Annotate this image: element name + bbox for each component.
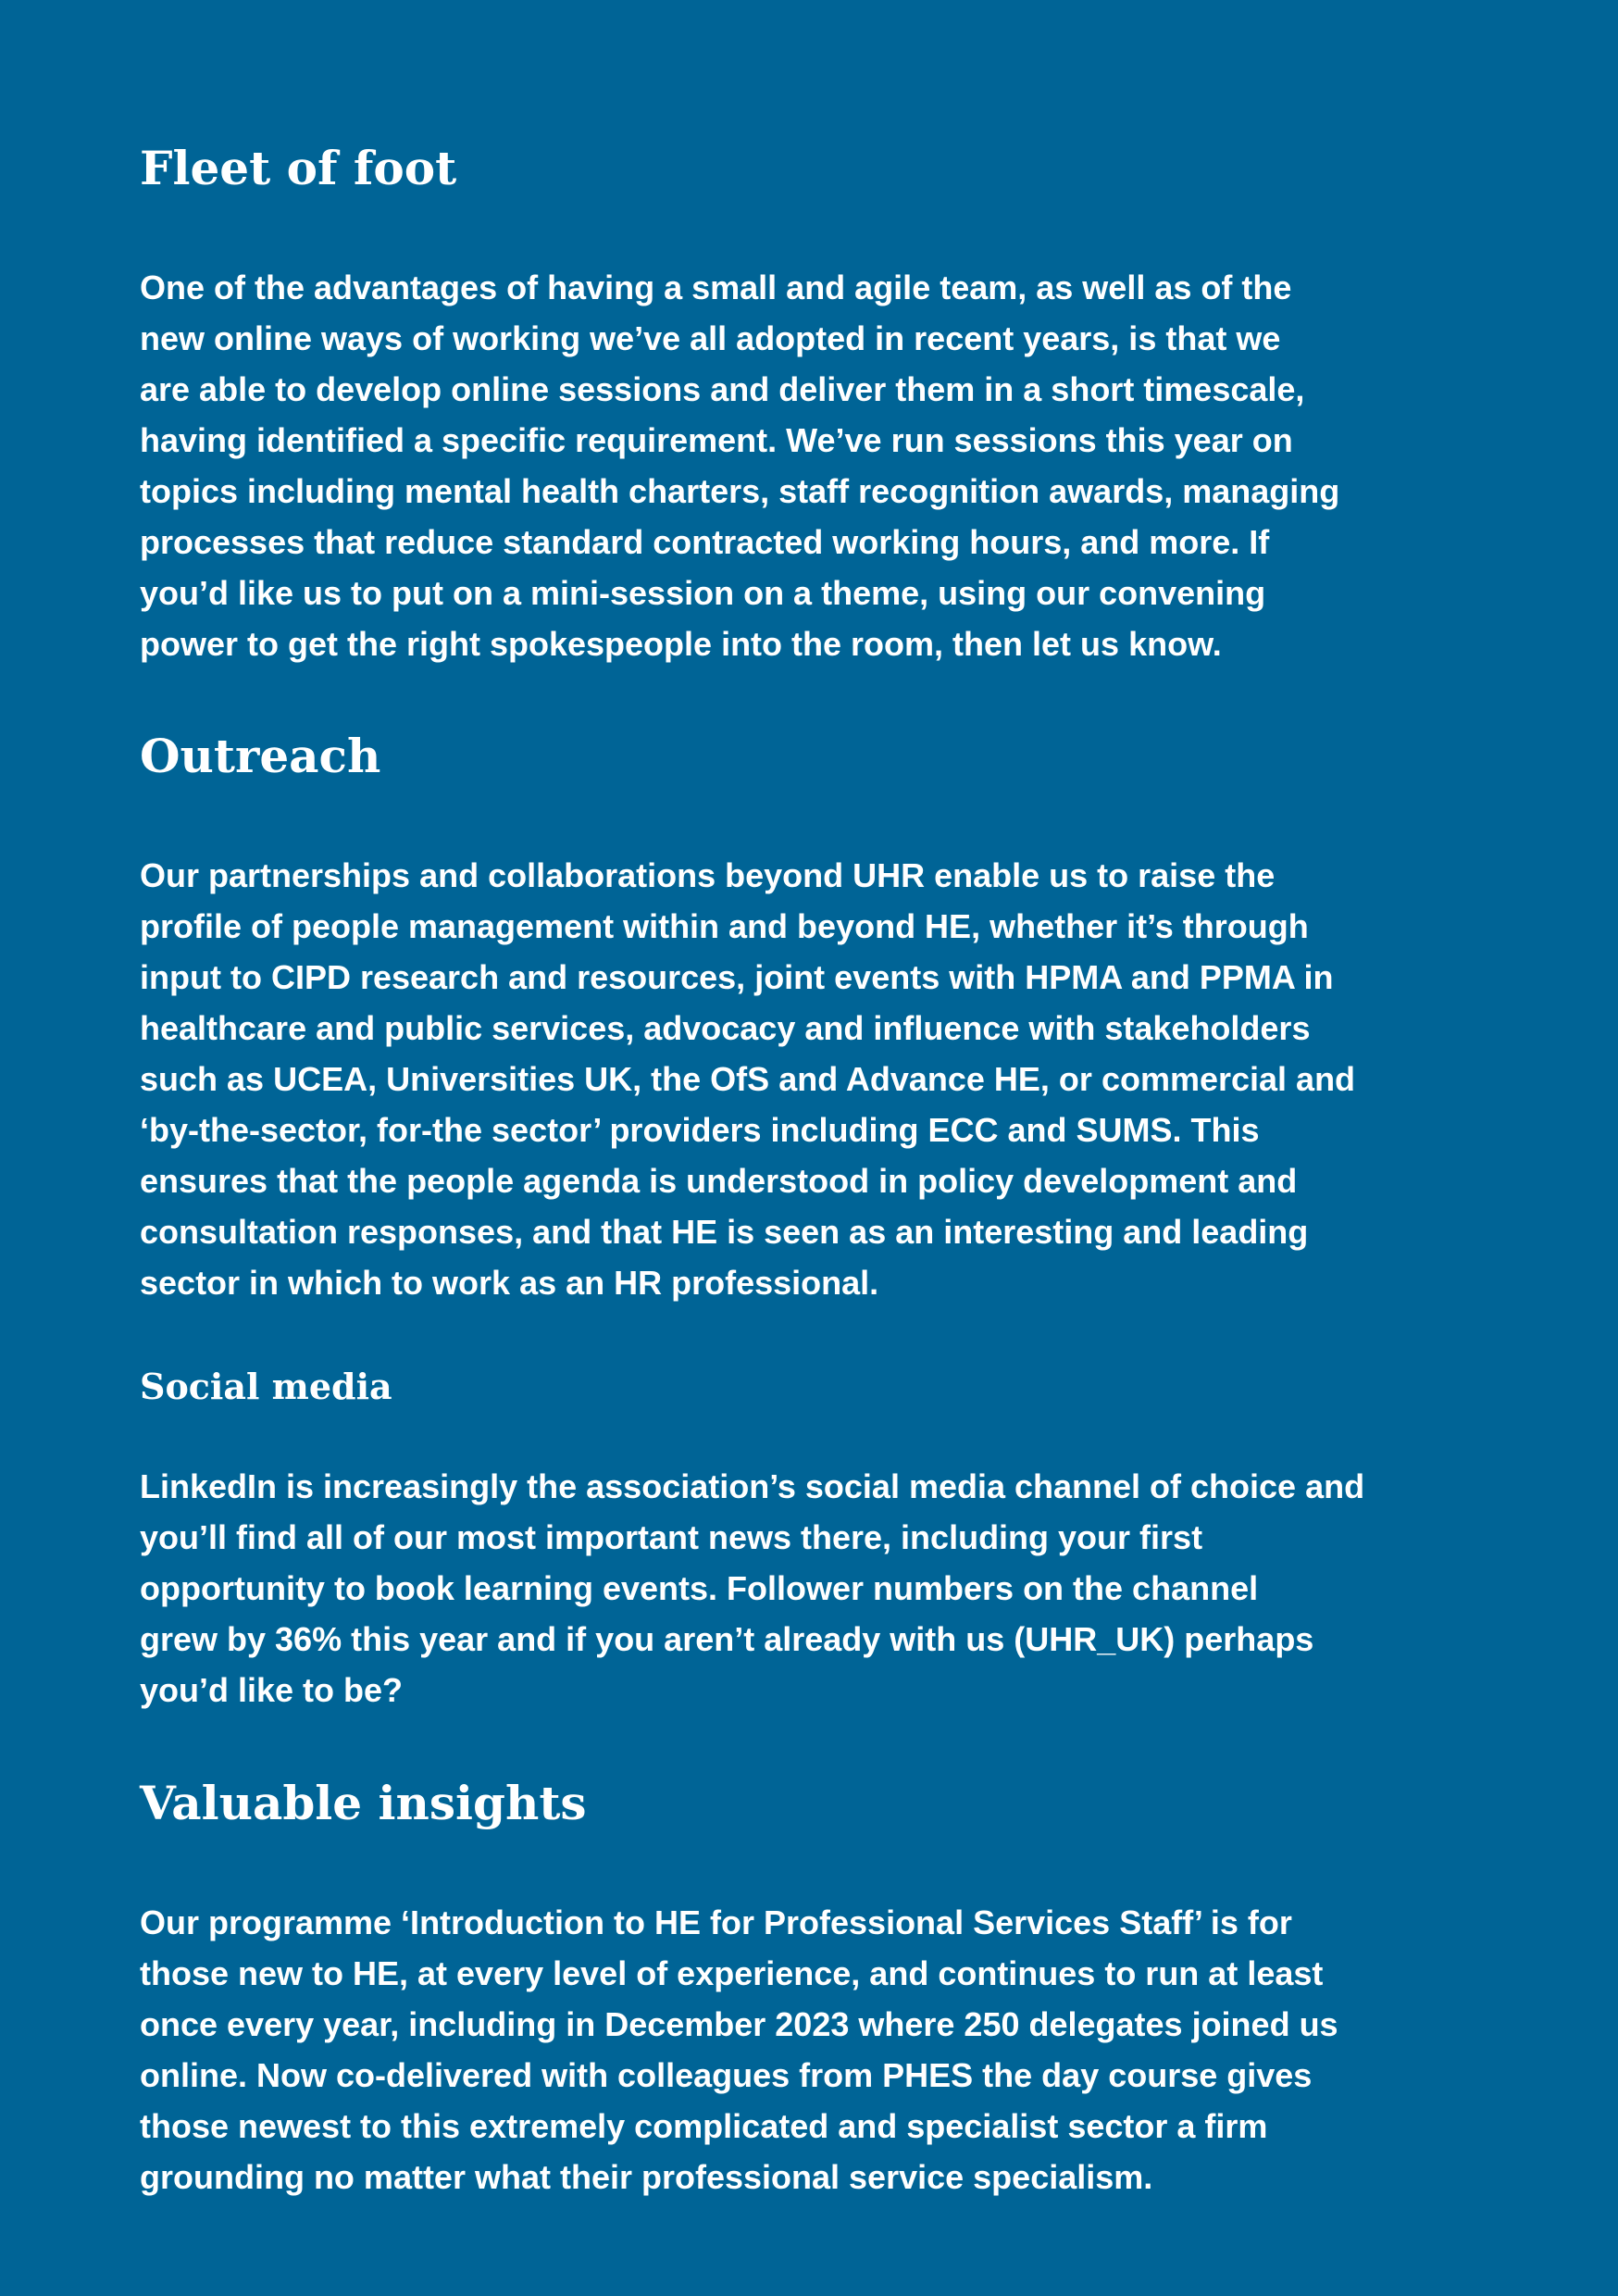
paragraph-line: you’d like to be? <box>140 1671 404 1709</box>
heading-outreach: Outreach <box>140 729 381 783</box>
paragraph-line: ‘by-the-sector, for-the sector’ providers including ECC and SUMS. This <box>140 1111 1260 1149</box>
paragraph-line: such as UCEA, Universities UK, the OfS and Advance HE, or commercial and <box>140 1060 1356 1098</box>
paragraph-valuable-insights <box>140 1897 1491 2202</box>
paragraph-line: those new to HE, at every level of experience, and continues to run at least <box>140 1954 1324 1992</box>
paragraph-line: healthcare and public services, advocacy and influence with stakeholders <box>140 1009 1311 1047</box>
paragraph-line: those newest to this extremely complicated and specialist sector a firm <box>140 2107 1268 2145</box>
paragraph-fleet-of-foot <box>140 262 1491 669</box>
paragraph-line: are able to develop online sessions and deliver them in a short timescale, <box>140 370 1305 408</box>
paragraph-line: One of the advantages of having a small and agile team, as well as of the <box>140 268 1292 306</box>
paragraph-line: consultation responses, and that HE is seen as an interesting and leading <box>140 1213 1309 1251</box>
paragraph-line: online. Now co-delivered with colleagues from PHES the day course gives <box>140 2056 1313 2094</box>
paragraph-line: topics including mental health charters, staff recognition awards, managing <box>140 472 1340 510</box>
paragraph-line: once every year, including in December 2023 where 250 delegates joined us <box>140 2005 1338 2043</box>
heading-social-media: Social media <box>140 1366 392 1407</box>
paragraph-line: input to CIPD research and resources, joint events with HPMA and PPMA in <box>140 958 1334 996</box>
paragraph-line: LinkedIn is increasingly the association’s social media channel of choice and <box>140 1467 1365 1505</box>
paragraph-line: processes that reduce standard contracted working hours, and more. If <box>140 523 1270 561</box>
paragraph-line: having identified a specific requirement. We’ve run sessions this year on <box>140 421 1293 459</box>
paragraph-social-media <box>140 1461 1491 1716</box>
paragraph-line: power to get the right spokespeople into the room, then let us know. <box>140 625 1222 663</box>
paragraph-line: you’d like us to put on a mini-session on a theme, using our convening <box>140 574 1266 612</box>
paragraph-line: profile of people management within and beyond HE, whether it’s through <box>140 907 1309 945</box>
heading-fleet-of-foot: Fleet of foot <box>140 141 457 195</box>
paragraph-line: Our partnerships and collaborations beyond UHR enable us to raise the <box>140 856 1276 894</box>
heading-valuable-insights: Valuable insights <box>140 1776 587 1830</box>
paragraph-line: opportunity to book learning events. Follower numbers on the channel <box>140 1569 1259 1607</box>
paragraph-line: new online ways of working we’ve all adopted in recent years, is that we <box>140 319 1281 357</box>
paragraph-line: you’ll find all of our most important news there, including your first <box>140 1518 1203 1556</box>
paragraph-outreach <box>140 850 1491 1308</box>
paragraph-line: Our programme ‘Introduction to HE for Professional Services Staff’ is for <box>140 1903 1292 1941</box>
paragraph-line: sector in which to work as an HR professional. <box>140 1264 879 1302</box>
paragraph-line: grounding no matter what their professional service specialism. <box>140 2158 1153 2196</box>
paragraph-line: ensures that the people agenda is understood in policy development and <box>140 1162 1298 1200</box>
paragraph-line: grew by 36% this year and if you aren’t already with us (UHR_UK) perhaps <box>140 1620 1314 1658</box>
